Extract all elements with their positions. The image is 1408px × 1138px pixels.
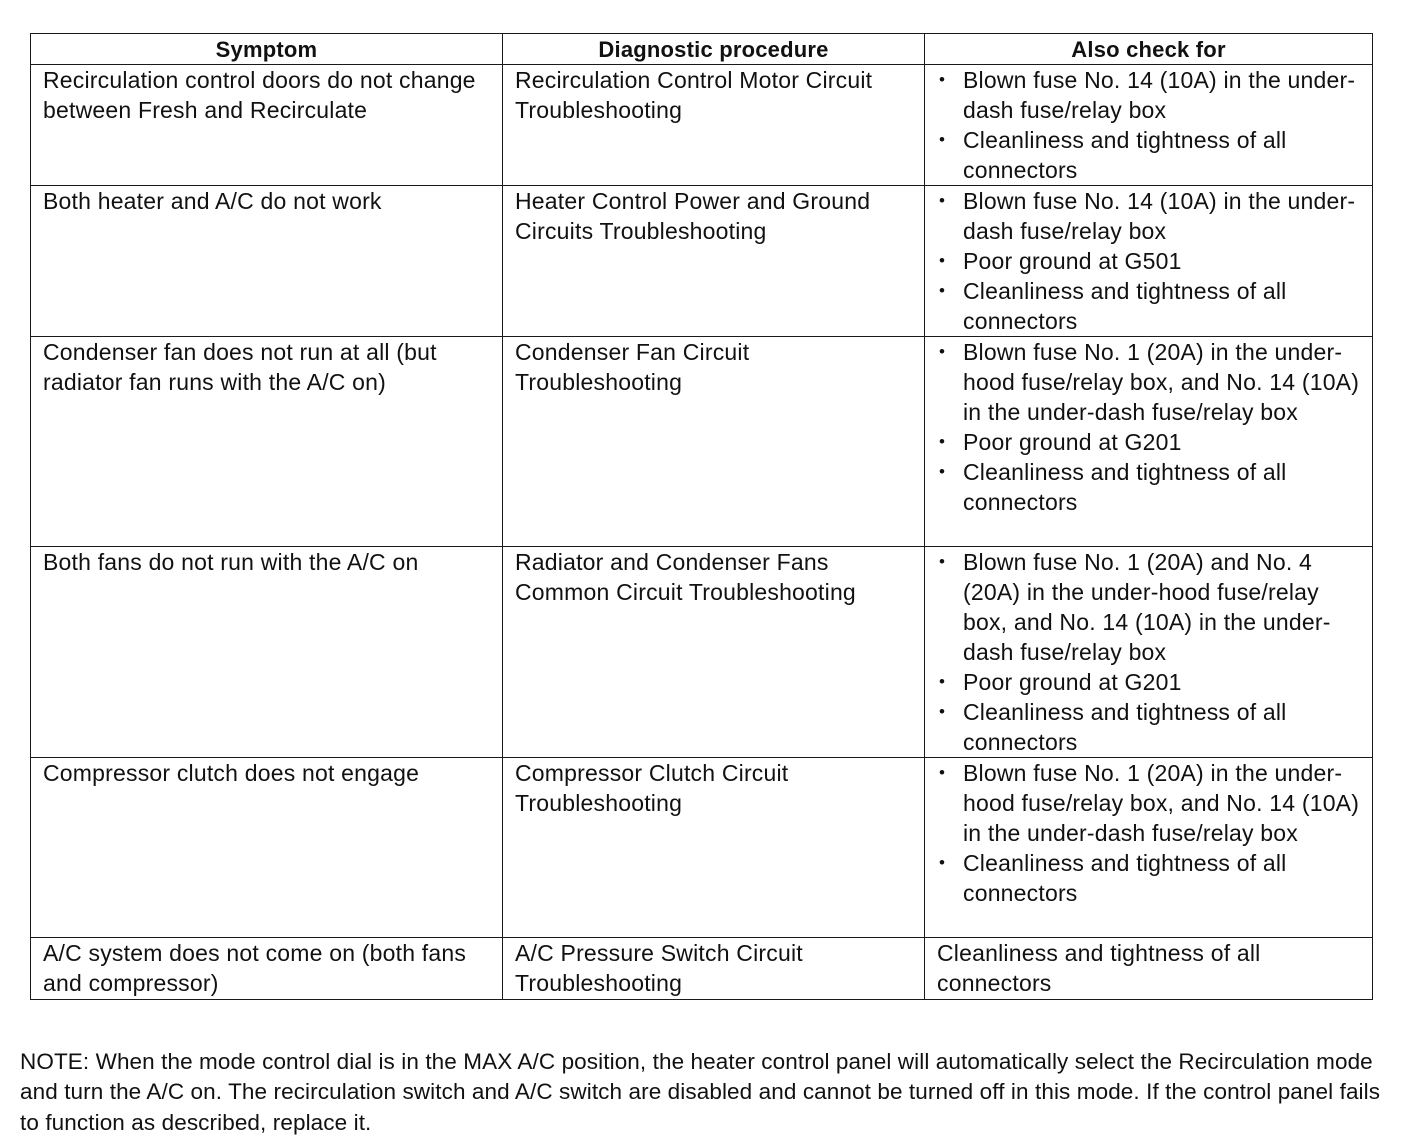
procedure-cell: Radiator and Condenser Fans Common Circuit Troubleshooting	[503, 547, 925, 758]
procedure-cell: Condenser Fan Circuit Troubleshooting	[503, 337, 925, 547]
procedure-cell: Recirculation Control Motor Circuit Troubleshooting	[503, 65, 925, 186]
table-row	[31, 65, 1373, 186]
procedure-cell: A/C Pressure Switch Circuit Troubleshooting	[503, 938, 925, 1000]
troubleshooting-table	[30, 33, 1373, 1000]
check-item: • Cleanliness and tightness of all connectors	[937, 848, 1362, 908]
check-list	[937, 547, 1362, 757]
checks-cell: Cleanliness and tightness of all connectors	[925, 938, 1373, 1000]
check-list	[937, 65, 1362, 185]
check-item: • Blown fuse No. 1 (20A) in the under-hood fuse/relay box, and No. 14 (10A) in the under-dash fuse/relay box	[937, 337, 1362, 427]
table-row	[31, 337, 1373, 547]
checks-cell	[925, 337, 1373, 547]
symptom-cell: Both heater and A/C do not work	[31, 186, 503, 337]
checks-cell	[925, 186, 1373, 337]
symptom-cell: Compressor clutch does not engage	[31, 758, 503, 938]
check-item: • Cleanliness and tightness of all connectors	[937, 457, 1362, 517]
check-list	[937, 337, 1362, 517]
header-diagnostic-procedure: Diagnostic procedure	[503, 34, 925, 65]
symptom-cell: Recirculation control doors do not change between Fresh and Recirculate	[31, 65, 503, 186]
check-list	[937, 186, 1362, 336]
header-also-check-for: Also check for	[925, 34, 1373, 65]
symptom-cell: Both fans do not run with the A/C on	[31, 547, 503, 758]
procedure-cell: Compressor Clutch Circuit Troubleshooting	[503, 758, 925, 938]
check-item: • Poor ground at G501	[937, 246, 1362, 276]
check-item: • Blown fuse No. 1 (20A) in the under-hood fuse/relay box, and No. 14 (10A) in the under-dash fuse/relay box	[937, 758, 1362, 848]
check-item: • Cleanliness and tightness of all connectors	[937, 276, 1362, 336]
check-item: • Poor ground at G201	[937, 667, 1362, 697]
check-item: • Cleanliness and tightness of all connectors	[937, 125, 1362, 185]
symptom-cell: Condenser fan does not run at all (but radiator fan runs with the A/C on)	[31, 337, 503, 547]
checks-cell	[925, 758, 1373, 938]
header-symptom: Symptom	[31, 34, 503, 65]
document-page	[30, 33, 1372, 1000]
check-item: • Cleanliness and tightness of all connectors	[937, 697, 1362, 757]
check-item: • Blown fuse No. 14 (10A) in the under-dash fuse/relay box	[937, 65, 1362, 125]
table-header-row	[31, 34, 1373, 65]
table-row	[31, 758, 1373, 938]
check-item: • Poor ground at G201	[937, 427, 1362, 457]
check-list	[937, 758, 1362, 908]
check-item: • Blown fuse No. 14 (10A) in the under-dash fuse/relay box	[937, 186, 1362, 246]
checks-cell	[925, 547, 1373, 758]
table-row	[31, 938, 1373, 1000]
procedure-cell: Heater Control Power and Ground Circuits Troubleshooting	[503, 186, 925, 337]
check-item: • Blown fuse No. 1 (20A) and No. 4 (20A) in the under-hood fuse/relay box, and No. 14 (10A) in the under-dash fuse/relay box	[937, 547, 1362, 667]
note-paragraph: NOTE: When the mode control dial is in the MAX A/C position, the heater control panel will automatically select the Recirculation mode and turn the A/C on. The recirculation switch and A/C switch are disabled and cannot be turned off in this mode. If the control panel fails to function as described, replace it.	[20, 1047, 1390, 1138]
table-row	[31, 186, 1373, 337]
table-row	[31, 547, 1373, 758]
checks-cell	[925, 65, 1373, 186]
symptom-cell: A/C system does not come on (both fans and compressor)	[31, 938, 503, 1000]
